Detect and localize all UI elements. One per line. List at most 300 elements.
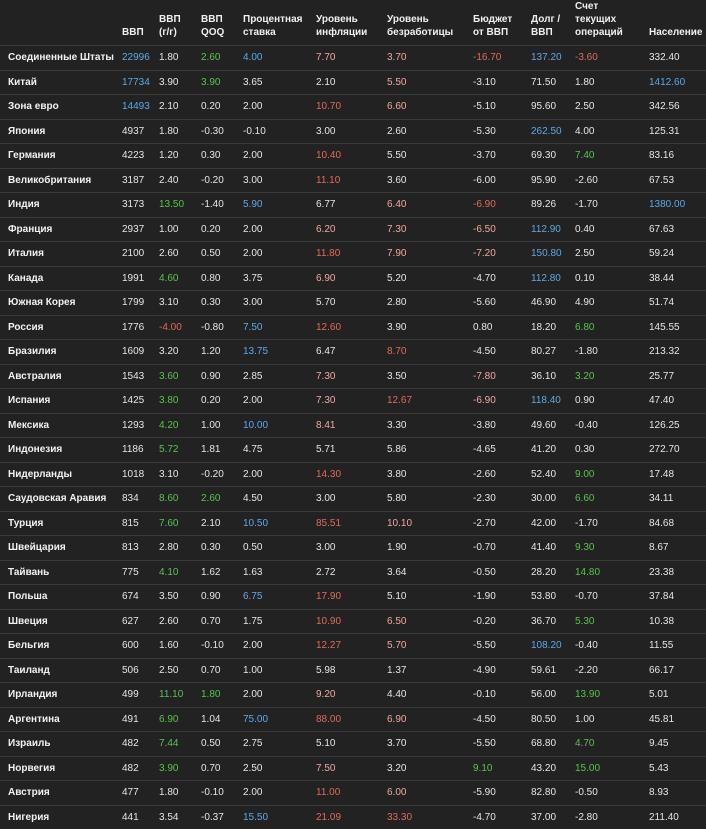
gdp-yoy-cell: 1.80 [155,119,197,144]
country-name-cell[interactable]: Франция [0,217,118,242]
current-account-cell: -0.50 [571,781,645,806]
gdp-qoq-cell: 1.20 [197,340,239,365]
population-cell: 38.44 [645,266,706,291]
debt-to-gdp-cell: 71.50 [527,70,571,95]
gdp-qoq-cell: 0.70 [197,658,239,683]
gdp-cell: 1186 [118,438,155,463]
country-name-cell[interactable]: Таиланд [0,658,118,683]
gdp-yoy-cell: 1.20 [155,144,197,169]
table-row[interactable] [0,46,706,71]
population-cell: 66.17 [645,658,706,683]
population-cell: 145.55 [645,315,706,340]
country-name-cell[interactable]: Австралия [0,364,118,389]
inflation-rate-cell: 88.00 [312,707,383,732]
table-row[interactable] [0,242,706,267]
gdp-qoq-cell: 3.90 [197,70,239,95]
country-name-cell[interactable]: Испания [0,389,118,414]
country-name-cell[interactable]: Бразилия [0,340,118,365]
unemployment-rate-cell: 3.70 [383,732,469,757]
budget-to-gdp-cell: -6.00 [469,168,527,193]
inflation-rate-cell: 7.30 [312,389,383,414]
gdp-cell: 4223 [118,144,155,169]
gdp-qoq-cell: -0.80 [197,315,239,340]
gdp-yoy-cell: -4.00 [155,315,197,340]
budget-to-gdp-cell: -5.90 [469,781,527,806]
unemployment-rate-cell: 4.40 [383,683,469,708]
table-row[interactable] [0,119,706,144]
interest-rate-cell: 1.00 [239,658,312,683]
table-row[interactable] [0,732,706,757]
budget-to-gdp-cell: -6.50 [469,217,527,242]
inflation-rate-cell: 21.09 [312,805,383,829]
interest-rate-cell: 3.00 [239,291,312,316]
debt-to-gdp-cell: 43.20 [527,756,571,781]
population-cell: 67.53 [645,168,706,193]
debt-to-gdp-cell: 68.80 [527,732,571,757]
current-account-cell: 9.00 [571,462,645,487]
gdp-cell: 600 [118,634,155,659]
interest-rate-cell: 2.00 [239,242,312,267]
interest-rate-cell: 6.75 [239,585,312,610]
column-header-gdp-yoy[interactable]: ВВП (г/г) [155,0,197,46]
interest-rate-cell: 10.00 [239,413,312,438]
table-row[interactable] [0,364,706,389]
current-account-cell: 5.30 [571,609,645,634]
gdp-cell: 477 [118,781,155,806]
interest-rate-cell: 3.75 [239,266,312,291]
population-cell: 5.43 [645,756,706,781]
inflation-rate-cell: 11.80 [312,242,383,267]
table-row[interactable] [0,95,706,120]
current-account-cell: 1.00 [571,707,645,732]
table-row[interactable] [0,315,706,340]
table-row[interactable] [0,389,706,414]
gdp-qoq-cell: 2.60 [197,46,239,71]
inflation-rate-cell: 10.70 [312,95,383,120]
gdp-qoq-cell: 2.10 [197,511,239,536]
interest-rate-cell: 2.00 [239,634,312,659]
gdp-cell: 2100 [118,242,155,267]
current-account-cell: -2.80 [571,805,645,829]
inflation-rate-cell: 6.90 [312,266,383,291]
gdp-qoq-cell: 0.70 [197,756,239,781]
inflation-rate-cell: 17.90 [312,585,383,610]
gdp-yoy-cell: 2.10 [155,95,197,120]
interest-rate-cell: 7.50 [239,315,312,340]
budget-to-gdp-cell: -3.70 [469,144,527,169]
country-name-cell[interactable]: Бельгия [0,634,118,659]
inflation-rate-cell: 85.51 [312,511,383,536]
interest-rate-cell: 2.85 [239,364,312,389]
interest-rate-cell: 4.50 [239,487,312,512]
current-account-cell: -0.70 [571,585,645,610]
unemployment-rate-cell: 6.60 [383,95,469,120]
population-cell: 125.31 [645,119,706,144]
interest-rate-cell: 3.00 [239,168,312,193]
population-cell: 8.67 [645,536,706,561]
country-name-cell[interactable]: Мексика [0,413,118,438]
budget-to-gdp-cell: 0.80 [469,315,527,340]
population-cell: 126.25 [645,413,706,438]
inflation-rate-cell: 5.71 [312,438,383,463]
inflation-rate-cell: 6.20 [312,217,383,242]
table-row[interactable] [0,462,706,487]
budget-to-gdp-cell: -0.50 [469,560,527,585]
interest-rate-cell: 13.75 [239,340,312,365]
unemployment-rate-cell: 1.90 [383,536,469,561]
country-name-cell[interactable]: Великобритания [0,168,118,193]
gdp-qoq-cell: 0.20 [197,95,239,120]
current-account-cell: 0.90 [571,389,645,414]
gdp-cell: 3173 [118,193,155,218]
debt-to-gdp-cell: 95.60 [527,95,571,120]
table-row[interactable] [0,193,706,218]
gdp-qoq-cell: 0.90 [197,364,239,389]
unemployment-rate-cell: 6.50 [383,609,469,634]
gdp-cell: 2937 [118,217,155,242]
gdp-qoq-cell: -0.20 [197,462,239,487]
unemployment-rate-cell: 6.40 [383,193,469,218]
current-account-cell: -0.40 [571,413,645,438]
inflation-rate-cell: 3.00 [312,536,383,561]
unemployment-rate-cell: 3.70 [383,46,469,71]
gdp-cell: 1293 [118,413,155,438]
inflation-rate-cell: 5.98 [312,658,383,683]
country-name-cell[interactable]: Австрия [0,781,118,806]
gdp-qoq-cell: 0.50 [197,732,239,757]
country-name-cell[interactable]: Россия [0,315,118,340]
population-cell: 11.55 [645,634,706,659]
inflation-rate-cell: 10.90 [312,609,383,634]
current-account-cell: 14.80 [571,560,645,585]
inflation-rate-cell: 12.60 [312,315,383,340]
gdp-cell: 1609 [118,340,155,365]
gdp-yoy-cell: 4.20 [155,413,197,438]
interest-rate-cell: 1.63 [239,560,312,585]
gdp-cell: 627 [118,609,155,634]
table-row[interactable] [0,487,706,512]
gdp-yoy-cell: 3.54 [155,805,197,829]
column-header-gdp[interactable]: ВВП [118,0,155,46]
column-header-inflation-rate[interactable]: Уровень инфляции [312,0,383,46]
population-cell: 213.32 [645,340,706,365]
gdp-cell: 674 [118,585,155,610]
gdp-yoy-cell: 7.44 [155,732,197,757]
budget-to-gdp-cell: -4.90 [469,658,527,683]
inflation-rate-cell: 2.10 [312,70,383,95]
table-row[interactable] [0,413,706,438]
country-name-cell[interactable]: Нидерланды [0,462,118,487]
country-name-cell[interactable]: Нигерия [0,805,118,829]
debt-to-gdp-cell: 36.70 [527,609,571,634]
interest-rate-cell: 2.00 [239,144,312,169]
country-name-cell[interactable]: Норвегия [0,756,118,781]
column-header-country[interactable] [0,0,118,46]
gdp-yoy-cell: 7.60 [155,511,197,536]
gdp-cell: 499 [118,683,155,708]
country-name-cell[interactable]: Саудовская Аравия [0,487,118,512]
column-header-debt-to-gdp[interactable]: Долг / ВВП [527,0,571,46]
interest-rate-cell: 2.00 [239,95,312,120]
country-name-cell[interactable]: Турция [0,511,118,536]
country-name-cell[interactable]: Китай [0,70,118,95]
unemployment-rate-cell: 3.50 [383,364,469,389]
current-account-cell: 4.00 [571,119,645,144]
current-account-cell: 1.80 [571,70,645,95]
current-account-cell: -2.20 [571,658,645,683]
interest-rate-cell: 75.00 [239,707,312,732]
budget-to-gdp-cell: -2.60 [469,462,527,487]
current-account-cell: 6.60 [571,487,645,512]
interest-rate-cell: 0.50 [239,536,312,561]
gdp-qoq-cell: -0.10 [197,634,239,659]
population-cell: 5.01 [645,683,706,708]
unemployment-rate-cell: 3.64 [383,560,469,585]
interest-rate-cell: 3.65 [239,70,312,95]
country-name-cell[interactable]: Израиль [0,732,118,757]
budget-to-gdp-cell: -4.65 [469,438,527,463]
unemployment-rate-cell: 5.50 [383,70,469,95]
gdp-yoy-cell: 2.50 [155,658,197,683]
unemployment-rate-cell: 5.50 [383,144,469,169]
gdp-qoq-cell: 0.30 [197,144,239,169]
population-cell: 25.77 [645,364,706,389]
inflation-rate-cell: 2.72 [312,560,383,585]
population-cell: 211.40 [645,805,706,829]
gdp-qoq-cell: -0.20 [197,168,239,193]
gdp-cell: 482 [118,756,155,781]
current-account-cell: 15.00 [571,756,645,781]
unemployment-rate-cell: 3.90 [383,315,469,340]
gdp-cell: 506 [118,658,155,683]
population-cell: 59.24 [645,242,706,267]
interest-rate-cell: 2.00 [239,683,312,708]
current-account-cell: 0.10 [571,266,645,291]
gdp-qoq-cell: -0.10 [197,781,239,806]
gdp-cell: 815 [118,511,155,536]
column-header-current-account[interactable]: Счет текущих операций [571,0,645,46]
interest-rate-cell: 5.90 [239,193,312,218]
table-row[interactable] [0,511,706,536]
budget-to-gdp-cell: -6.90 [469,193,527,218]
table-row[interactable] [0,144,706,169]
current-account-cell: -0.40 [571,634,645,659]
table-row[interactable] [0,536,706,561]
table-row[interactable] [0,438,706,463]
population-cell: 1412.60 [645,70,706,95]
gdp-yoy-cell: 5.72 [155,438,197,463]
budget-to-gdp-cell: -5.60 [469,291,527,316]
unemployment-rate-cell: 3.80 [383,462,469,487]
column-header-population[interactable]: Население [645,0,706,46]
table-row[interactable] [0,340,706,365]
inflation-rate-cell: 11.10 [312,168,383,193]
table-row[interactable] [0,781,706,806]
table-row[interactable] [0,683,706,708]
population-cell: 9.45 [645,732,706,757]
gdp-qoq-cell: 2.60 [197,487,239,512]
table-row[interactable] [0,805,706,829]
budget-to-gdp-cell: -2.30 [469,487,527,512]
interest-rate-cell: 2.00 [239,781,312,806]
country-name-cell[interactable]: Япония [0,119,118,144]
debt-to-gdp-cell: 28.20 [527,560,571,585]
unemployment-rate-cell: 1.37 [383,658,469,683]
gdp-yoy-cell: 3.10 [155,462,197,487]
country-name-cell[interactable]: Швейцария [0,536,118,561]
country-name-cell[interactable]: Аргентина [0,707,118,732]
current-account-cell: -1.70 [571,511,645,536]
table-row[interactable] [0,291,706,316]
debt-to-gdp-cell: 112.90 [527,217,571,242]
column-header-gdp-qoq[interactable]: ВВП QOQ [197,0,239,46]
budget-to-gdp-cell: -3.80 [469,413,527,438]
population-cell: 10.38 [645,609,706,634]
country-name-cell[interactable]: Тайвань [0,560,118,585]
unemployment-rate-cell: 12.67 [383,389,469,414]
country-name-cell[interactable]: Соединенные Штаты [0,46,118,71]
unemployment-rate-cell: 3.60 [383,168,469,193]
gdp-qoq-cell: 1.62 [197,560,239,585]
column-header-budget-to-gdp[interactable]: Бюджет от ВВП [469,0,527,46]
table-row[interactable] [0,70,706,95]
gdp-yoy-cell: 3.60 [155,364,197,389]
gdp-yoy-cell: 1.00 [155,217,197,242]
unemployment-rate-cell: 10.10 [383,511,469,536]
inflation-rate-cell: 7.30 [312,364,383,389]
inflation-rate-cell: 7.50 [312,756,383,781]
table-row[interactable] [0,585,706,610]
unemployment-rate-cell: 2.80 [383,291,469,316]
current-account-cell: -3.60 [571,46,645,71]
debt-to-gdp-cell: 82.80 [527,781,571,806]
header-row [0,0,706,46]
unemployment-rate-cell: 2.60 [383,119,469,144]
debt-to-gdp-cell: 150.80 [527,242,571,267]
interest-rate-cell: 4.75 [239,438,312,463]
column-header-unemployment-rate[interactable]: Уровень безработицы [383,0,469,46]
table-row[interactable] [0,756,706,781]
gdp-qoq-cell: 0.80 [197,266,239,291]
table-row[interactable] [0,658,706,683]
gdp-cell: 1991 [118,266,155,291]
gdp-qoq-cell: 0.20 [197,217,239,242]
budget-to-gdp-cell: -5.10 [469,95,527,120]
gdp-cell: 17734 [118,70,155,95]
country-name-cell[interactable]: Швеция [0,609,118,634]
gdp-yoy-cell: 4.60 [155,266,197,291]
unemployment-rate-cell: 7.90 [383,242,469,267]
gdp-qoq-cell: 0.70 [197,609,239,634]
gdp-cell: 14493 [118,95,155,120]
gdp-yoy-cell: 3.20 [155,340,197,365]
debt-to-gdp-cell: 262.50 [527,119,571,144]
inflation-rate-cell: 7.70 [312,46,383,71]
country-name-cell[interactable]: Ирландия [0,683,118,708]
table-row[interactable] [0,634,706,659]
inflation-rate-cell: 12.27 [312,634,383,659]
population-cell: 272.70 [645,438,706,463]
budget-to-gdp-cell: -0.10 [469,683,527,708]
population-cell: 84.68 [645,511,706,536]
table-row[interactable] [0,168,706,193]
gdp-yoy-cell: 1.80 [155,46,197,71]
current-account-cell: 0.40 [571,217,645,242]
population-cell: 1380.00 [645,193,706,218]
inflation-rate-cell: 9.20 [312,683,383,708]
current-account-cell: 9.30 [571,536,645,561]
debt-to-gdp-cell: 30.00 [527,487,571,512]
unemployment-rate-cell: 8.70 [383,340,469,365]
interest-rate-cell: 2.00 [239,217,312,242]
table-row[interactable] [0,707,706,732]
table-row[interactable] [0,560,706,585]
country-name-cell[interactable]: Южная Корея [0,291,118,316]
population-cell: 332.40 [645,46,706,71]
interest-rate-cell: 2.00 [239,389,312,414]
country-name-cell[interactable]: Индонезия [0,438,118,463]
inflation-rate-cell: 5.10 [312,732,383,757]
country-name-cell[interactable]: Италия [0,242,118,267]
table-row[interactable] [0,217,706,242]
inflation-rate-cell: 3.00 [312,487,383,512]
budget-to-gdp-cell: -0.20 [469,609,527,634]
country-name-cell[interactable]: Индия [0,193,118,218]
country-name-cell[interactable]: Германия [0,144,118,169]
debt-to-gdp-cell: 95.90 [527,168,571,193]
gdp-qoq-cell: -0.37 [197,805,239,829]
debt-to-gdp-cell: 118.40 [527,389,571,414]
population-cell: 45.81 [645,707,706,732]
debt-to-gdp-cell: 59.61 [527,658,571,683]
gdp-qoq-cell: 1.04 [197,707,239,732]
interest-rate-cell: 4.00 [239,46,312,71]
interest-rate-cell: 1.75 [239,609,312,634]
gdp-qoq-cell: -0.30 [197,119,239,144]
interest-rate-cell: 2.75 [239,732,312,757]
debt-to-gdp-cell: 18.20 [527,315,571,340]
inflation-rate-cell: 6.77 [312,193,383,218]
current-account-cell: -1.80 [571,340,645,365]
population-cell: 23.38 [645,560,706,585]
interest-rate-cell: 10.50 [239,511,312,536]
column-header-interest-rate[interactable]: Процентная ставка [239,0,312,46]
current-account-cell: -1.70 [571,193,645,218]
debt-to-gdp-cell: 53.80 [527,585,571,610]
country-name-cell[interactable]: Польша [0,585,118,610]
current-account-cell: 3.20 [571,364,645,389]
gdp-qoq-cell: 0.30 [197,536,239,561]
unemployment-rate-cell: 7.30 [383,217,469,242]
population-cell: 37.84 [645,585,706,610]
gdp-yoy-cell: 4.10 [155,560,197,585]
country-name-cell[interactable]: Зона евро [0,95,118,120]
country-name-cell[interactable]: Канада [0,266,118,291]
table-row[interactable] [0,609,706,634]
budget-to-gdp-cell: -4.50 [469,340,527,365]
gdp-qoq-cell: 1.80 [197,683,239,708]
debt-to-gdp-cell: 108.20 [527,634,571,659]
budget-to-gdp-cell: -1.90 [469,585,527,610]
gdp-qoq-cell: 0.30 [197,291,239,316]
gdp-yoy-cell: 6.90 [155,707,197,732]
table-row[interactable] [0,266,706,291]
unemployment-rate-cell: 5.86 [383,438,469,463]
budget-to-gdp-cell: 9.10 [469,756,527,781]
debt-to-gdp-cell: 37.00 [527,805,571,829]
current-account-cell: 13.90 [571,683,645,708]
inflation-rate-cell: 11.00 [312,781,383,806]
